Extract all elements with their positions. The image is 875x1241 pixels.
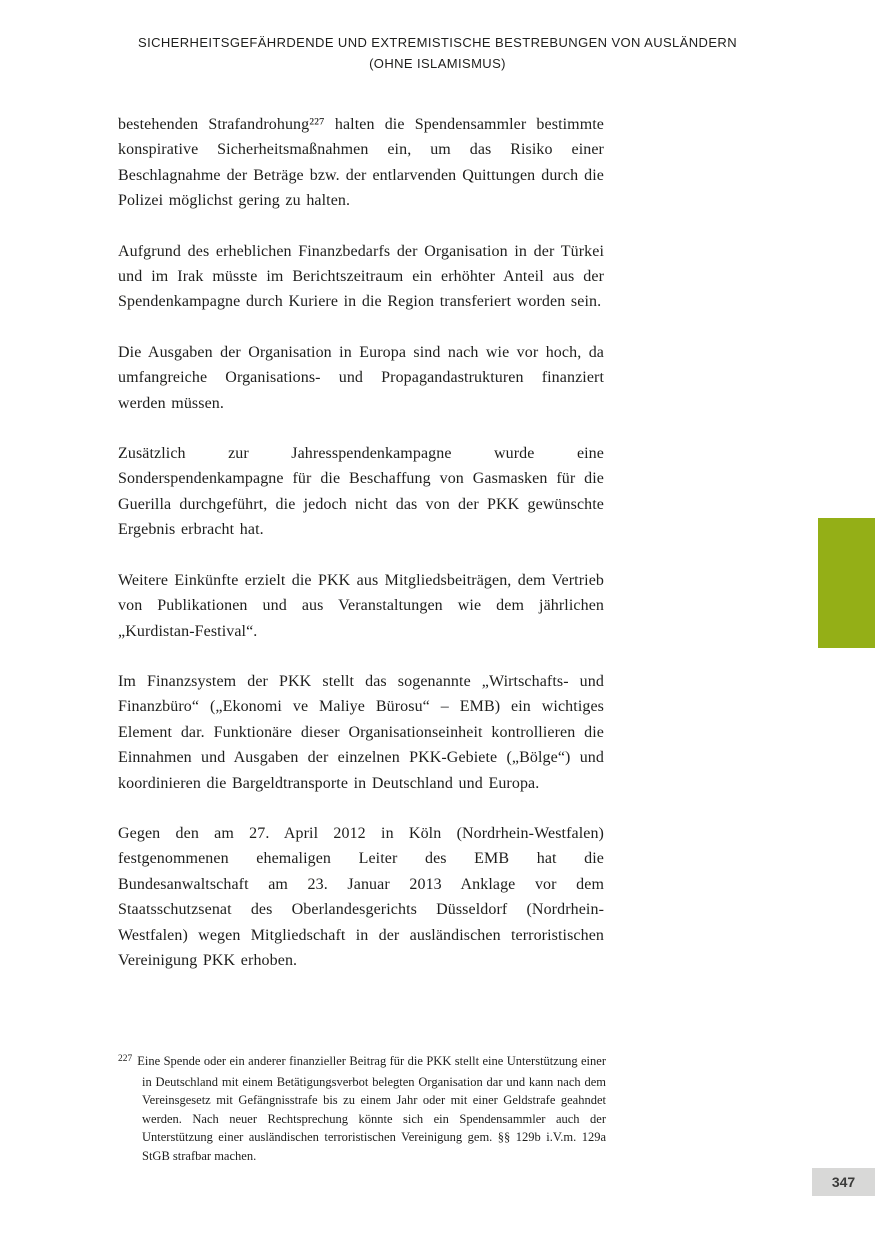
running-header-line1: SICHERHEITSGEFÄHRDENDE UND EXTREMISTISCHE BESTREBUNGEN VON AUSLÄNDERN bbox=[138, 35, 737, 50]
paragraph-3: Die Ausgaben der Organisation in Europa sind nach wie vor hoch, da umfangreiche Organisations- und Propagandastrukturen finanziert werden müssen. bbox=[118, 343, 604, 412]
paragraph-4: Zusätzlich zur Jahresspendenkampagne wurde eine Sonderspendenkampagne für die Beschaffung von Gasmasken für die Guerilla durchgeführt, die jedoch nicht das von der PKK gewünschte Ergebnis erbracht hat. bbox=[118, 445, 604, 539]
paragraph-6: Im Finanzsystem der PKK stellt das sogenannte „Wirtschafts- und Finanzbüro“ („Ekonomi ve Maliye Bürosu“ – EMB) ein wichtiges Element dar. Funktionäre dieser Organisationseinheit kontrollieren die Einnahmen und Ausgaben der einzelnen PKK-Gebiete („Bölge“) und koordinieren die Bargeldtransporte in Deutschland und Europa. bbox=[118, 672, 604, 792]
footnote-text: Eine Spende oder ein anderer finanzieller Beitrag für die PKK stellt eine Unterstützung einer in Deutschland mit einem Betätigungsverbot belegten Organisation dar und kann nach dem Vereinsgesetz mit Gefängnisstrafe bis zu einem Jahr oder mit einer Geldstrafe geahndet werden. Nach neuer Rechtsprechung könnte sich ein Spendensammler auch der Unterstützung einer ausländischen terroristischen Vereinigung gem. §§ 129b i.V.m. 129a StGB strafbar machen. bbox=[137, 1054, 606, 1163]
paragraph-2: Aufgrund des erheblichen Finanzbedarfs der Organisation in der Türkei und im Irak müsste im Berichtszeitraum ein erhöhter Anteil aus der Spendenkampagne durch Kuriere in die Region transferiert worden sein. bbox=[118, 242, 604, 311]
paragraph-5: Weitere Einkünfte erzielt die PKK aus Mitgliedsbeiträgen, dem Vertrieb von Publikationen und aus Veranstaltungen wie dem jährlichen „Kurdistan-Festival“. bbox=[118, 571, 604, 640]
body-text bbox=[118, 112, 604, 998]
running-header-line2: (OHNE ISLAMISMUS) bbox=[369, 56, 506, 71]
section-tab bbox=[818, 518, 875, 648]
footnote-227 bbox=[118, 1052, 606, 1166]
paragraph-7: Gegen den am 27. April 2012 in Köln (Nordrhein-Westfalen) festgenommenen ehemaligen Leiter des EMB hat die Bundesanwaltschaft am 23. Januar 2013 Anklage vor dem Staatsschutzsenat des Oberlandesgerichts Düsseldorf (Nordrhein-Westfalen) wegen Mitgliedschaft in der ausländischen terroristischen Vereinigung PKK erhoben. bbox=[118, 824, 604, 969]
footnote-block bbox=[118, 1052, 606, 1166]
page-number-tab bbox=[812, 1168, 875, 1196]
paragraph-1: bestehenden Strafandrohung²²⁷ halten die Spendensammler bestimmte konspirative Sicherheitsmaßnahmen ein, um das Risiko einer Beschlagnahme der Beträge bzw. der entlarvenden Quittungen durch die Polizei möglichst gering zu halten. bbox=[118, 116, 604, 210]
footnote-number: 227 bbox=[118, 1054, 133, 1064]
page-number: 347 bbox=[831, 1174, 856, 1190]
running-header bbox=[0, 32, 875, 74]
